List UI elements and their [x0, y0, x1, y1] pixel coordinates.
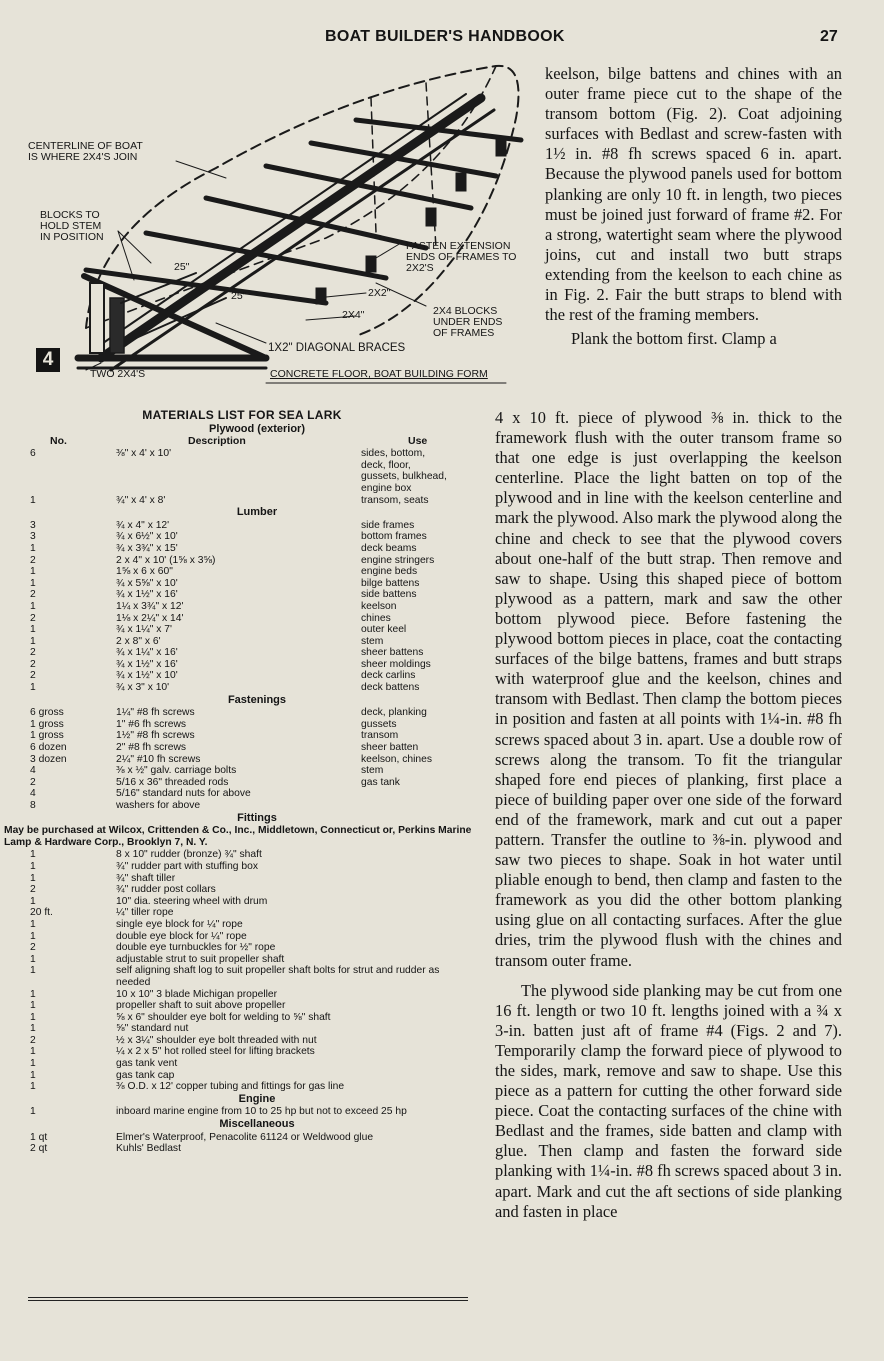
- paragraph-2-rest: 4 x 10 ft. piece of plywood ⅜ in. thick to the framework flush with the outer transom frame so that one edge is just overlapping the keelson centerline. Place the light batten on top of the plywood and in line with the keelson centerline and mark the plywood. Also mark the plywood along the chine and check to see that the plywood covers about one-half of the butt strap. Then remove and saw to shape. Using this shaped piece of bottom plywood as a pattern, mark and saw the other bottom plywood piece. Before fastening the plywood bottom pieces in place, coat the contacting surfaces of the bilge battens, frames and butt straps with waterproof glue and the keelson, chines and transom with Bedlast. Then clamp the bottom pieces in position and fasten at all points with 1¼-in. #8 fh screws spaced about 3 in. apart. Use a double row of screws along the transom. To fit the triangular shaped fore end pieces of planking, first place a piece of building paper over one side of the forward end of the framework, mark and cut out a paper pattern. Transfer the outline to ⅜-in. plywood and saw two pieces to shape. Soak in hot water until pliable enough to bend, then clamp and fasten to the framework as you did the other bottom planking using glue on all contacting surfaces. After the glue dries, trim the plywood flush with the chines and transom outer frame.: [495, 408, 842, 970]
- row-use: gas tank: [361, 776, 400, 788]
- row-quantity: 1: [30, 988, 36, 1000]
- row-quantity: 2: [30, 658, 36, 670]
- row-quantity: 1 gross: [30, 730, 64, 742]
- label-centerline: CENTERLINE OF BOAT IS WHERE 2X4'S JOIN: [28, 140, 143, 163]
- row-description: gas tank cap: [116, 1069, 175, 1081]
- row-use: deck, planking: [361, 707, 427, 719]
- materials-row: [28, 659, 476, 671]
- materials-row: [28, 647, 476, 659]
- plywood-rows: [28, 448, 476, 506]
- row-quantity: 6 gross: [30, 707, 64, 719]
- materials-row: [28, 624, 476, 636]
- label-2x2: 2X2": [368, 287, 391, 299]
- row-description: ⅝ x 6" shoulder eye bolt for welding to ⅝" shaft: [116, 1011, 331, 1023]
- materials-row: [28, 1143, 476, 1155]
- materials-title: MATERIALS LIST FOR SEA LARK: [142, 408, 342, 422]
- row-quantity: 3: [30, 519, 36, 531]
- row-description: ¾" x 4' x 8': [116, 494, 166, 506]
- row-description: 5/16 x 36" threaded rods: [116, 776, 229, 788]
- materials-row: [28, 861, 476, 873]
- body-text-top: [545, 64, 842, 349]
- row-quantity: 1 qt: [30, 1131, 48, 1143]
- plywood-heading: Plywood (exterior): [209, 422, 305, 435]
- row-quantity: 1: [30, 624, 36, 636]
- row-description: Elmer's Waterproof, Penacolite 61124 or Weldwood glue: [116, 1131, 374, 1143]
- body-text-main: [495, 408, 842, 1222]
- row-quantity: 1: [30, 895, 36, 907]
- materials-row: [28, 730, 476, 742]
- row-description: 1¼ x 3¾" x 12': [116, 600, 184, 612]
- row-description: 2 x 4" x 10' (1⅝ x 3⅝): [116, 554, 216, 566]
- paragraph-1: keelson, bilge battens and chines with an outer frame piece cut to the shape of the transom bottom (Fig. 2). Coat adjoining surfaces with Bedlast and screw-fasten with 1½ in. #8 fh screws spaced 6 in. apart. Because the plywood panels used for bottom planking are only 10 ft. in length, two pieces must be joined just forward of frame #2. For a strong, watertight seam where the plywood joins, cut and install two butt straps extending from the keelson to each chine as in Fig. 2. Fair the butt straps to blend with the rest of the framing members.: [545, 64, 842, 325]
- row-quantity: 2: [30, 884, 36, 896]
- materials-row: [28, 543, 476, 555]
- materials-row: [28, 495, 476, 507]
- row-quantity: 1: [30, 1081, 36, 1093]
- engine-heading: Engine: [238, 1092, 276, 1105]
- row-description: inboard marine engine from 10 to 25 hp but not to exceed 25 hp: [116, 1106, 407, 1118]
- row-use: sheer battens: [361, 647, 424, 659]
- row-description: ⅝" standard nut: [116, 1023, 189, 1035]
- row-description: ¾ x 6½" x 10': [116, 531, 178, 543]
- label-two-2x4s: TWO 2X4'S: [90, 368, 146, 380]
- materials-row: [28, 719, 476, 731]
- row-use: transom, seats: [361, 494, 429, 506]
- row-description: ¾ x 5⅝" x 10': [116, 577, 178, 589]
- running-title: BOAT BUILDER'S HANDBOOK: [325, 28, 565, 45]
- row-description: washers for above: [116, 800, 201, 812]
- row-quantity: 2: [30, 670, 36, 682]
- row-quantity: 1: [30, 577, 36, 589]
- row-quantity: 1: [30, 872, 36, 884]
- row-use: sheer moldings: [361, 658, 431, 670]
- row-description: single eye block for ¼" rope: [116, 918, 243, 930]
- row-quantity: 2: [30, 647, 36, 659]
- row-quantity: 1: [30, 600, 36, 612]
- row-quantity: 3: [30, 531, 36, 543]
- row-description: ¾" shaft tiller: [116, 872, 176, 884]
- row-quantity: 1: [30, 1023, 36, 1035]
- engine-rows: [28, 1106, 476, 1118]
- row-description: ¾ x 1½" x 16': [116, 658, 178, 670]
- row-description: 8 x 10" rudder (bronze) ¾" shaft: [116, 849, 262, 861]
- row-quantity: 1: [30, 930, 36, 942]
- materials-row: [28, 1000, 476, 1012]
- materials-row: [28, 907, 476, 919]
- row-quantity: 1: [30, 682, 36, 694]
- lumber-rows: [28, 520, 476, 694]
- row-description: 1⅝ x 6 x 60": [116, 566, 173, 578]
- materials-row: [28, 1046, 476, 1058]
- materials-row: [28, 849, 476, 861]
- materials-row: [28, 578, 476, 590]
- row-description: 5/16" standard nuts for above: [116, 788, 251, 800]
- row-description: ¼ x 2 x 5" hot rolled steel for lifting brackets: [116, 1046, 315, 1058]
- row-description: double eye turnbuckles for ½" rope: [116, 942, 276, 954]
- label-blocks-hold-stem: BLOCKS TO HOLD STEM IN POSITION: [40, 209, 104, 243]
- row-description: ¾ x 3" x 10': [116, 682, 170, 694]
- materials-row: [28, 884, 476, 896]
- col-no: No.: [50, 435, 67, 448]
- label-fasten-extension: FASTEN EXTENSION ENDS OF FRAMES TO 2X2'S: [406, 240, 517, 274]
- materials-row: [28, 989, 476, 1001]
- row-description: 10 x 10" 3 blade Michigan propeller: [116, 988, 278, 1000]
- materials-row: [28, 707, 476, 719]
- materials-row: [28, 1081, 476, 1093]
- row-quantity: 1: [30, 1046, 36, 1058]
- row-quantity: 20 ft.: [30, 907, 53, 919]
- materials-row: [28, 788, 476, 800]
- row-use: side battens: [361, 589, 417, 601]
- materials-row: [28, 589, 476, 601]
- materials-row: [28, 1132, 476, 1144]
- row-description: Kuhls' Bedlast: [116, 1143, 181, 1155]
- row-description: 1⅛ x 2¼" x 14': [116, 612, 184, 624]
- row-quantity: 1: [30, 1011, 36, 1023]
- page-header: [0, 28, 884, 52]
- paragraph-2-start: Plank the bottom first. Clamp a: [571, 329, 777, 349]
- row-description: 2" #8 fh screws: [116, 742, 187, 754]
- row-use: chines: [361, 612, 391, 624]
- row-quantity: 1: [30, 494, 36, 506]
- lumber-heading: Lumber: [236, 506, 278, 519]
- row-quantity: 1: [30, 953, 36, 965]
- materials-row: [28, 531, 476, 543]
- page-number: 27: [820, 28, 838, 45]
- row-use: keelson, chines: [361, 753, 432, 765]
- fittings-supplier-note: May be purchased at Wilcox, Crittenden & Co., Inc., Middletown, Connecticut or, Perkins Marine Lamp & Hardware Corp., Brooklyn 7, N. Y.: [4, 825, 472, 848]
- materials-row: [28, 1035, 476, 1047]
- materials-row: [28, 1058, 476, 1070]
- fittings-heading: Fittings: [237, 811, 277, 824]
- row-use: sides, bottom, deck, floor, gussets, bulkhead, engine box: [361, 448, 447, 494]
- materials-row: [28, 1106, 476, 1118]
- materials-row: [28, 1012, 476, 1024]
- column-headings: [28, 436, 476, 448]
- col-description: Description: [188, 435, 246, 448]
- row-quantity: 1: [30, 860, 36, 872]
- row-use: gussets: [361, 718, 397, 730]
- label-concrete-floor: CONCRETE FLOOR, BOAT BUILDING FORM: [270, 368, 488, 380]
- row-quantity: 1: [30, 635, 36, 647]
- fittings-rows: [28, 849, 476, 1092]
- row-quantity: 1: [30, 1000, 36, 1012]
- row-description: ¾" rudder part with stuffing box: [116, 860, 258, 872]
- row-description: propeller shaft to suit above propeller: [116, 1000, 286, 1012]
- row-description: ¾" rudder post collars: [116, 884, 216, 896]
- row-description: ¾ x 1½" x 10': [116, 670, 178, 682]
- materials-row: [28, 754, 476, 766]
- row-description: ⅜ x ½" galv. carriage bolts: [116, 765, 237, 777]
- list-end-rule: [28, 1297, 468, 1301]
- row-use: bottom frames: [361, 531, 427, 543]
- col-use: Use: [408, 435, 428, 448]
- row-description: 2¼" #10 fh screws: [116, 753, 201, 765]
- row-quantity: 1: [30, 542, 36, 554]
- row-quantity: 1: [30, 566, 36, 578]
- row-description: 1" #6 fh screws: [116, 718, 187, 730]
- row-description: ½ x 3¼" shoulder eye bolt threaded with nut: [116, 1034, 317, 1046]
- row-quantity: 4: [30, 788, 36, 800]
- row-quantity: 6 dozen: [30, 742, 67, 754]
- row-quantity: 8: [30, 800, 36, 812]
- materials-row: [28, 954, 476, 966]
- row-description: 2 x 8" x 6': [116, 635, 161, 647]
- materials-row: [28, 873, 476, 885]
- row-use: keelson: [361, 600, 397, 612]
- materials-row: [28, 601, 476, 613]
- row-quantity: 2: [30, 612, 36, 624]
- row-quantity: 2: [30, 554, 36, 566]
- row-quantity: 4: [30, 765, 36, 777]
- row-use: deck beams: [361, 542, 417, 554]
- misc-heading: Miscellaneous: [219, 1118, 295, 1131]
- label-diagonal-braces: 1X2" DIAGONAL BRACES: [268, 342, 406, 354]
- row-use: deck carlins: [361, 670, 416, 682]
- materials-row: [28, 765, 476, 777]
- row-description: ⅜" x 4' x 10': [116, 448, 172, 460]
- materials-row: [28, 777, 476, 789]
- row-use: bilge battens: [361, 577, 420, 589]
- label-2x4-blocks: 2X4 BLOCKS UNDER ENDS OF FRAMES: [433, 305, 503, 339]
- paragraph-3: The plywood side planking may be cut from one 16 ft. length or two 10 ft. lengths joined with a ¾ x 3-in. batten just aft of frame #4 (Figs. 2 and 7). Temporarily clamp the forward piece of plywood to the sides, mark, remove and saw to shape. Use this piece as a pattern for cutting the other forward side piece. Coat the contacting surfaces of the chine with Bedlast and the frames, side batten and clamp with glue. Then clamp and fasten the forward side planking with 1¼-in. #8 fh screws spaced about 3 in. apart. Mark and cut the aft sections of side planking and fasten in place: [495, 980, 842, 1221]
- row-description: ¾ x 3¾" x 15': [116, 542, 178, 554]
- fastenings-heading: Fastenings: [227, 693, 287, 706]
- row-quantity: 1: [30, 1106, 36, 1118]
- row-quantity: 2: [30, 942, 36, 954]
- row-description: ¾ x 1½" x 16': [116, 589, 178, 601]
- row-use: transom: [361, 730, 399, 742]
- row-quantity: 1 gross: [30, 718, 64, 730]
- row-quantity: 1: [30, 918, 36, 930]
- row-use: deck battens: [361, 682, 420, 694]
- materials-list: [4, 408, 476, 1155]
- row-description: ⅜ O.D. x 12' copper tubing and fittings for gas line: [116, 1081, 345, 1093]
- materials-row: [28, 1023, 476, 1035]
- materials-row: [28, 1070, 476, 1082]
- materials-row: [28, 965, 476, 988]
- row-quantity: 1: [30, 965, 36, 977]
- materials-row: [28, 742, 476, 754]
- misc-rows: [28, 1132, 476, 1155]
- materials-row: [28, 520, 476, 532]
- row-use: engine beds: [361, 566, 418, 578]
- row-description: 1½" #8 fh screws: [116, 730, 195, 742]
- row-description: ¾ x 1¼" x 7': [116, 624, 172, 636]
- row-description: 1¼" #8 fh screws: [116, 707, 195, 719]
- row-use: sheer batten: [361, 742, 419, 754]
- label-2x4: 2X4": [342, 309, 365, 321]
- materials-row: [28, 613, 476, 625]
- materials-row: [28, 555, 476, 567]
- materials-row: [28, 919, 476, 931]
- row-description: ¾ x 1¼" x 16': [116, 647, 178, 659]
- row-use: side frames: [361, 519, 415, 531]
- row-use: engine stringers: [361, 554, 435, 566]
- row-quantity: 2: [30, 776, 36, 788]
- row-description: adjustable strut to suit propeller shaft: [116, 953, 285, 965]
- materials-row: [28, 942, 476, 954]
- materials-row: [28, 931, 476, 943]
- row-description: ¾ x 4" x 12': [116, 519, 170, 531]
- figure-4-boat-building-form: [26, 58, 532, 388]
- row-quantity: 2: [30, 589, 36, 601]
- materials-row: [28, 670, 476, 682]
- materials-row: [28, 566, 476, 578]
- row-quantity: 1: [30, 849, 36, 861]
- figure-number: 4: [36, 348, 60, 372]
- label-dim-25-a: 25": [174, 261, 190, 273]
- row-quantity: 2: [30, 1034, 36, 1046]
- materials-row: [28, 636, 476, 648]
- row-description: self aligning shaft log to suit propeller shaft bolts for strut and rudder as needed: [116, 965, 440, 988]
- row-quantity: 1: [30, 1069, 36, 1081]
- materials-row: [28, 800, 476, 812]
- row-description: double eye block for ¼" rope: [116, 930, 247, 942]
- materials-row: [28, 448, 476, 494]
- fastenings-rows: [28, 707, 476, 811]
- row-description: 10" dia. steering wheel with drum: [116, 895, 268, 907]
- row-description: ¼" tiller rope: [116, 907, 174, 919]
- row-use: outer keel: [361, 624, 407, 636]
- row-description: gas tank vent: [116, 1058, 178, 1070]
- row-quantity: 1: [30, 1058, 36, 1070]
- row-use: stem: [361, 765, 384, 777]
- label-dim-25-b: 25": [231, 290, 247, 302]
- materials-row: [28, 896, 476, 908]
- row-use: stem: [361, 635, 384, 647]
- row-quantity: 3 dozen: [30, 753, 67, 765]
- row-quantity: 2 qt: [30, 1143, 48, 1155]
- materials-row: [28, 682, 476, 694]
- row-quantity: 6: [30, 448, 36, 460]
